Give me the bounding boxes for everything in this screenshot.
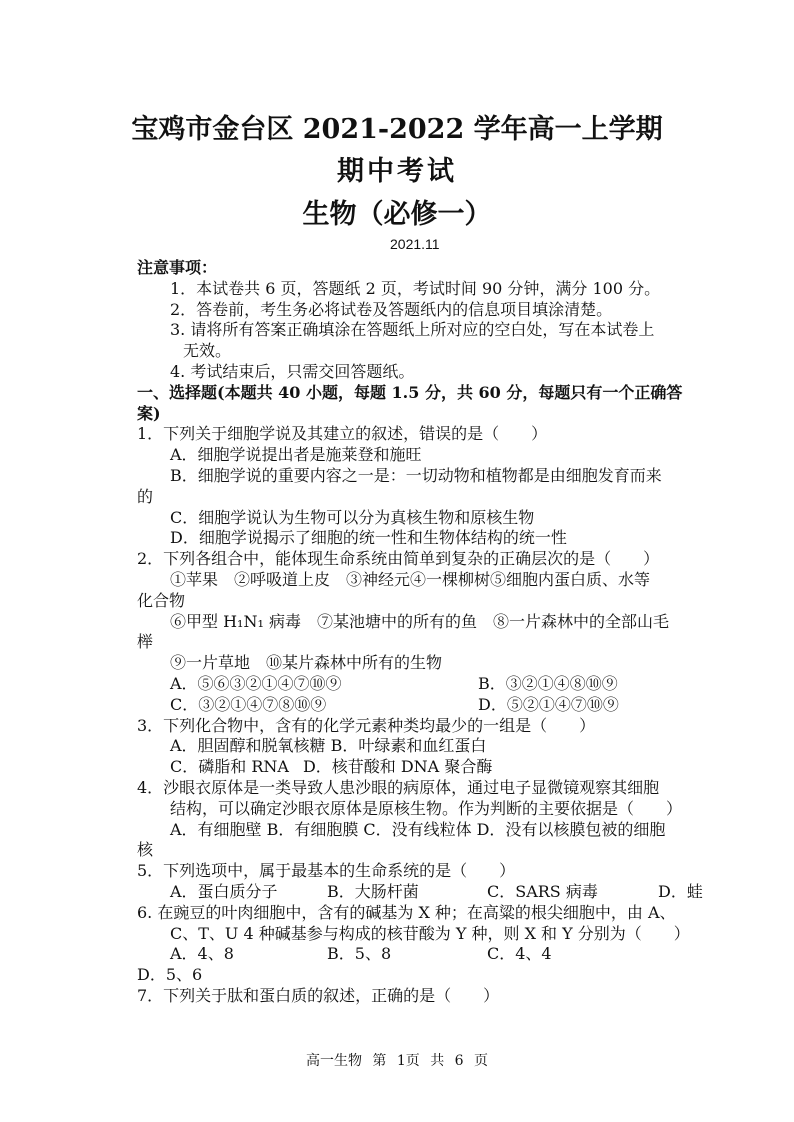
- q2-items-line-2: 化合物: [137, 590, 186, 610]
- q2-items-line-3: ⑥甲型 H₁N₁ 病毒 ⑦某池塘中的所有的鱼 ⑧一片森林中的全部山毛: [170, 611, 669, 631]
- q3-option-a: A．胆固醇和脱氧核糖: [170, 736, 326, 756]
- page-footer: 高一生物 第 1页 共 6 页: [305, 1053, 489, 1069]
- q2-options-row-1: [0, 674, 794, 695]
- q1-option-b-continued: 的: [137, 486, 154, 506]
- q2-items-line-4: 榉: [137, 632, 154, 652]
- q4-option-c: C．没有线粒体: [363, 819, 472, 839]
- q2-option-b: B．③②①④⑧⑩⑨: [478, 673, 618, 693]
- q3-options-row-1: [0, 736, 794, 757]
- section-heading-continued: 案): [137, 403, 161, 423]
- q1-option-d: D．细胞学说揭示了细胞的统一性和生物体结构的统一性: [170, 528, 567, 548]
- q4-option-b: B．有细胞膜: [266, 819, 359, 839]
- notice-item-2: 2．答卷前，考生务必将试卷及答题纸内的信息项目填涂清楚。: [170, 299, 613, 319]
- q5-option-a: A．蛋白质分子: [170, 881, 278, 901]
- section-heading: 一、选择题(本题共 40 小题，每题 1.5 分，共 60 分，每题只有一个正确答: [137, 382, 683, 402]
- q3-option-c: C．磷脂和 RNA: [170, 757, 289, 777]
- q2-items-line-1: ①苹果 ②呼吸道上皮 ③神经元④一棵柳树⑤细胞内蛋白质、水等: [170, 569, 651, 589]
- q6-option-b: B．5、8: [327, 944, 392, 964]
- exam-subject-title: 生物（必修一）: [302, 199, 492, 230]
- q4-stem: 4．沙眼衣原体是一类导致人患沙眼的病原体，通过电子显微镜观察其细胞: [137, 777, 660, 797]
- q6-option-c: C．4、4: [487, 944, 552, 964]
- q4-option-d: D．没有以核膜包被的细胞: [476, 819, 666, 839]
- notice-item-1: 1．本试卷共 6 页，答题纸 2 页，考试时间 90 分钟，满分 100 分。: [170, 278, 661, 298]
- exam-title-line-1: 宝鸡市金台区 2021-2022 学年高一上学期: [131, 114, 663, 145]
- notice-item-4: 4. 考试结束后，只需交回答题纸。: [170, 361, 415, 381]
- q4-options-row: [0, 820, 794, 841]
- exam-title-line-2: 期中考试: [337, 156, 457, 187]
- notice-item-3: 3. 请将所有答案正确填涂在答题纸上所对应的空白处，写在本试卷上: [170, 320, 655, 340]
- q2-options-row-2: [0, 695, 794, 716]
- q5-option-c: C．SARS 病毒: [487, 881, 598, 901]
- notice-item-3-continued: 无效。: [183, 341, 232, 361]
- q3-options-row-2: [0, 757, 794, 778]
- q2-option-c: C．③②①④⑦⑧⑩⑨: [170, 694, 327, 714]
- q3-option-d: D．核苷酸和 DNA 聚合酶: [302, 757, 493, 777]
- q2-option-a: A．⑤⑥③②①④⑦⑩⑨: [170, 673, 342, 693]
- q5-option-b: B．大肠杆菌: [327, 881, 419, 901]
- q6-stem-continued: C、T、U 4 种碱基参与构成的核苷酸为 Y 种，则 X 和 Y 分别为（ ）: [170, 923, 690, 943]
- q5-options-row: [0, 882, 794, 903]
- q3-stem: 3．下列化合物中，含有的化学元素种类均最少的一组是（ ）: [137, 715, 596, 735]
- q2-stem: 2．下列各组合中，能体现生命系统由简单到复杂的正确层次的是（ ）: [137, 549, 660, 569]
- exam-date: 2021.11: [390, 236, 440, 252]
- q3-option-b: B．叶绿素和血红蛋白: [330, 736, 487, 756]
- q5-option-d: D．蛙: [658, 881, 703, 901]
- q6-stem: 6. 在豌豆的叶肉细胞中，含有的碱基为 X 种；在高粱的根尖细胞中，由 A、: [137, 902, 676, 922]
- q1-option-b: B．细胞学说的重要内容之一是：一切动物和植物都是由细胞发育而来: [170, 465, 662, 485]
- q1-stem: 1．下列关于细胞学说及其建立的叙述，错误的是（ ）: [137, 424, 548, 444]
- q1-option-a: A．细胞学说提出者是施莱登和施旺: [170, 445, 422, 465]
- notice-heading: 注意事项：: [137, 258, 218, 277]
- q6-option-a: A．4、8: [170, 944, 234, 964]
- exam-content: [0, 258, 794, 1007]
- q2-items-line-5: ⑨一片草地 ⑩某片森林中所有的生物: [170, 653, 443, 673]
- q2-option-d: D．⑤②①④⑦⑩⑨: [478, 694, 619, 714]
- q4-option-d-continued: 核: [137, 840, 154, 860]
- q4-option-a: A．有细胞壁: [170, 819, 262, 839]
- q6-option-d: D．5、6: [137, 965, 203, 985]
- q7-stem: 7．下列关于肽和蛋白质的叙述，正确的是（ ）: [137, 985, 500, 1005]
- q5-stem: 5．下列选项中，属于最基本的生命系统的是（ ）: [137, 861, 516, 881]
- q1-option-c: C．细胞学说认为生物可以分为真核生物和原核生物: [170, 507, 535, 527]
- q6-options-row-1: [0, 944, 794, 965]
- q4-stem-continued: 结构，可以确定沙眼衣原体是原核生物。作为判断的主要依据是（ ）: [170, 798, 683, 818]
